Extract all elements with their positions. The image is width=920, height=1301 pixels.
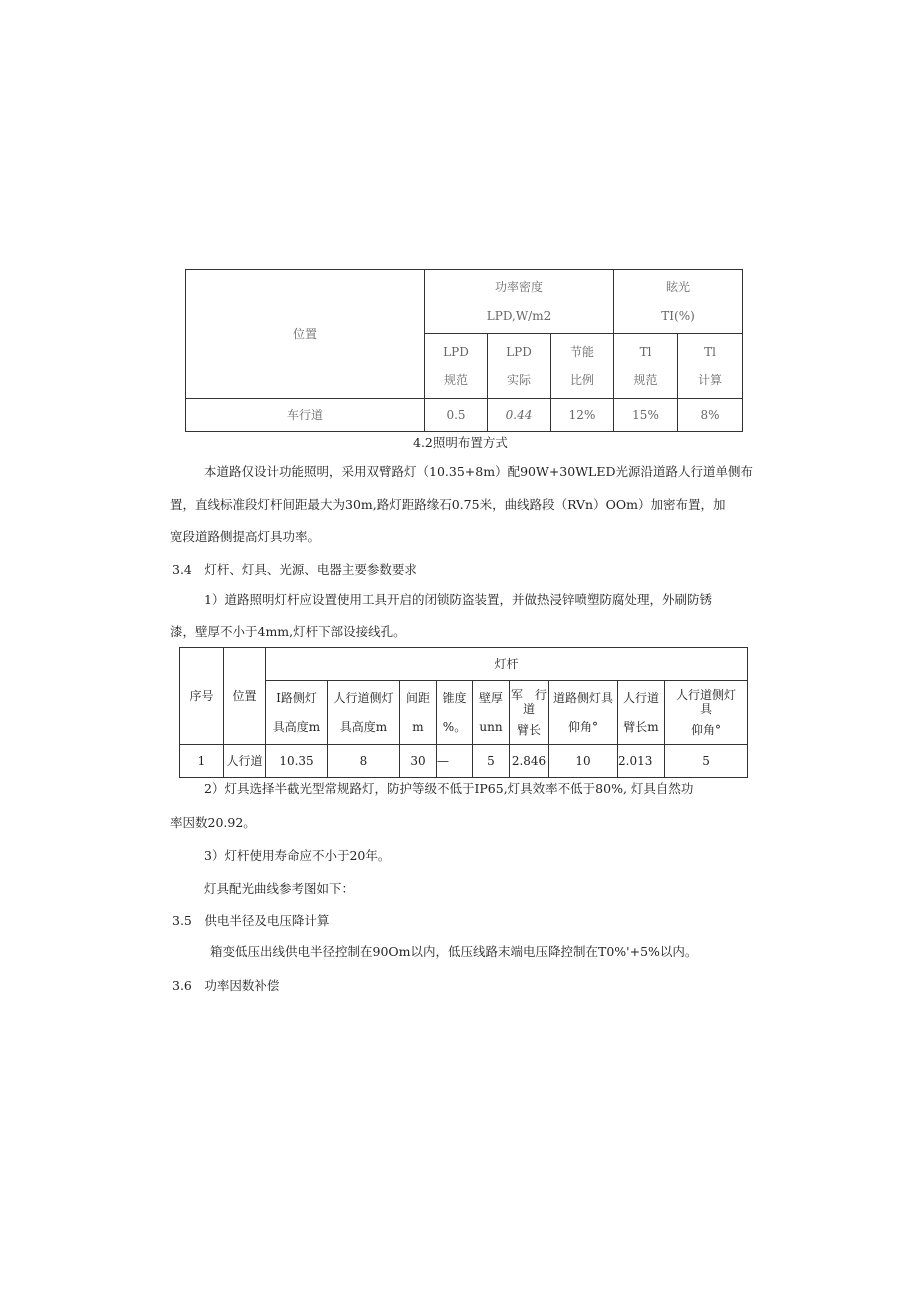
glare-unit: TI(%) — [661, 308, 695, 323]
table-cell: 12% — [551, 399, 614, 432]
lpd-header: 功率密度 — [495, 280, 544, 295]
column-header-top: 人行道 — [622, 691, 659, 706]
curve-reference-line: 灯具配光曲线参考图如下： — [204, 881, 355, 896]
column-header-bottom: 具高度m — [272, 719, 321, 734]
sub-header-bottom: 规范 — [443, 373, 468, 387]
lamp-pole-parameters-table — [179, 647, 748, 778]
table-cell: 30 — [400, 745, 437, 778]
column-header-mid: 道 — [522, 702, 535, 717]
glare-header: 眩光 — [666, 280, 691, 295]
glare-header-cell — [614, 270, 743, 334]
section-heading-3-4: 3.4 灯杆、灯具、光源、电器主要参数要求 — [172, 562, 417, 577]
item-1-line: 1）道路照明灯杆应设置使用工具开启的闭锁防盗装置，并做热浸锌喷塑防腐处理，外刷防锈 — [204, 592, 712, 607]
row-location: 人行道 — [224, 745, 266, 778]
table-cell: 0.44 — [488, 399, 551, 432]
seq-header: 序号 — [180, 648, 224, 745]
column-header-bottom: 臂长 — [516, 722, 541, 737]
column-header-bottom: unn — [479, 719, 503, 734]
table-cell: 8 — [328, 745, 400, 778]
table-cell: — — [437, 745, 473, 778]
paragraph-line: 宽段道路侧提高灯具功率。 — [170, 529, 321, 544]
caption-4-2: 4.2照明布置方式 — [413, 435, 508, 450]
section-heading-3-6: 3.6 功率因数补偿 — [172, 978, 280, 993]
column-header — [618, 681, 665, 745]
column-header-mid: 具 — [700, 702, 713, 717]
column-header-top: 人行道侧灯 — [676, 687, 737, 702]
sub-header-bottom: 实际 — [506, 373, 531, 387]
lpd-unit: LPD,W/m2 — [486, 308, 552, 323]
column-header-bottom: 臂长m — [623, 719, 659, 734]
sub-header-top: Tl — [704, 344, 716, 359]
sub-header-top: LPD — [506, 344, 532, 359]
sub-header-top: LPD — [443, 344, 469, 359]
sub-header-bottom: 规范 — [633, 373, 658, 387]
column-header — [437, 681, 473, 745]
table-cell: 2.013 — [618, 745, 665, 778]
column-header-top: 人行道侧灯 — [333, 691, 394, 706]
column-header-bottom: 仰角° — [691, 722, 722, 737]
sub-header-bottom: 比例 — [570, 373, 595, 387]
column-header — [510, 681, 549, 745]
column-header-top: 军 行 — [510, 687, 547, 702]
sub-header-top: Tl — [639, 344, 652, 359]
row-seq: 1 — [180, 745, 224, 778]
section-heading-3-5: 3.5 供电半径及电压降计算 — [172, 913, 330, 928]
paragraph-line: 本道路仅设计功能照明，采用双臂路灯（10.35+8m）配90W+30WLED光源沿道路人行道单侧布 — [204, 464, 753, 479]
column-header-top: I路侧灯 — [276, 691, 317, 706]
sub-header-cell — [488, 334, 551, 399]
table-cell: 5 — [473, 745, 510, 778]
paragraph-line: 置，直线标准段灯杆间距最大为30m,路灯距路缘石0.75米，曲线路段（RVn）OOm）加密布置，加 — [170, 497, 726, 512]
sub-header-top: 节能 — [570, 344, 595, 359]
lighting-power-density-table — [185, 269, 743, 432]
column-header-top: 间距 — [405, 691, 430, 706]
paragraph-3-5: 箱变低压出线供电半径控制在90Om以内，低压线路末端电压降控制在T0%'+5%以内。 — [210, 944, 698, 959]
table-cell: 5 — [665, 745, 748, 778]
column-header — [328, 681, 400, 745]
item-2-line: 率因数20.92。 — [170, 815, 256, 830]
sub-header-cell — [551, 334, 614, 399]
location-header: 位置 — [186, 270, 425, 399]
sub-header-cell — [678, 334, 743, 399]
item-2-line: 2）灯具选择半截光型常规路灯，防护等级不低于IP65,灯具效率不低于80%, 灯具自然功 — [204, 781, 694, 796]
column-header-top: 壁厚 — [478, 691, 503, 706]
table-cell: 10.35 — [266, 745, 328, 778]
column-header-bottom: m — [412, 719, 424, 734]
item-3-line: 3）灯杆使用寿命应不小于20年。 — [204, 848, 391, 863]
loc-header: 位置 — [224, 648, 266, 745]
column-header — [266, 681, 328, 745]
table-cell: 8% — [678, 399, 743, 432]
column-header-top: 锥度 — [442, 691, 467, 706]
column-header-bottom: 仰角° — [567, 719, 598, 734]
table-cell: 10 — [549, 745, 618, 778]
table-cell: 0.5 — [425, 399, 488, 432]
column-header-top: 道路侧灯具 — [552, 691, 613, 706]
sub-header-bottom: 计算 — [698, 373, 723, 387]
column-header-bottom: 具高度m — [339, 719, 388, 734]
table-cell: 15% — [614, 399, 678, 432]
table-cell: 2.846 — [510, 745, 549, 778]
item-1-line: 漆，壁厚不小于4mm,灯杆下部设接线孔。 — [170, 624, 406, 639]
pole-header: 灯杆 — [266, 648, 748, 681]
column-header — [549, 681, 618, 745]
column-header — [473, 681, 510, 745]
sub-header-cell — [614, 334, 678, 399]
sub-header-cell — [425, 334, 488, 399]
column-header — [665, 681, 748, 745]
column-header — [400, 681, 437, 745]
lpd-header-cell — [425, 270, 614, 334]
row-location: 车行道 — [186, 399, 425, 432]
column-header-bottom: %。 — [442, 719, 467, 734]
